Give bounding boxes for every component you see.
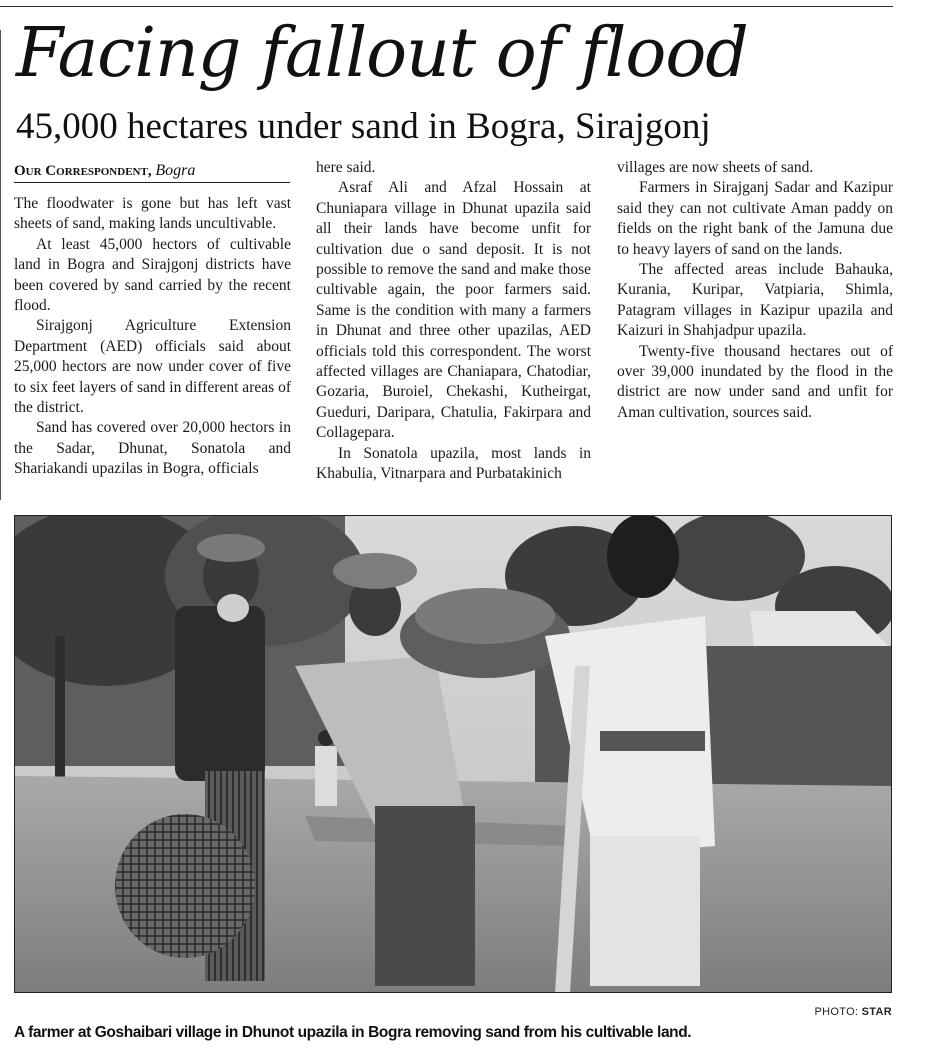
subheadline: 45,000 hectares under sand in Bogra, Sirajgonj xyxy=(16,106,711,147)
paragraph: here said. xyxy=(316,159,376,176)
photo-basket xyxy=(115,814,255,958)
headline: Facing fallout of flood xyxy=(16,14,748,93)
paragraph: Twenty-five thousand hectares out of over 39,000 inundated by the flood in the district are now under sand and unfit for Aman cultivation, sources said. xyxy=(617,342,893,421)
photo-caption: A farmer at Goshaibari village in Dhunot upazila in Bogra removing sand from his cultivable land. xyxy=(14,1024,692,1041)
article-column-3 xyxy=(617,158,893,423)
top-rule xyxy=(0,6,893,7)
paragraph: Farmers in Sirajganj Sadar and Kazipur said they can not cultivate Aman paddy on fields on the right bank of the Jamuna due to heavy layers of sand on the lands. xyxy=(617,179,893,258)
photo-man-left xyxy=(175,606,265,781)
paragraph: villages are now sheets of sand. xyxy=(617,159,814,176)
paragraph: In Sonatola upazila, most lands in Khabulia, Vitnarpara and Purbatakinich xyxy=(316,444,591,483)
photo-child xyxy=(315,746,337,806)
byline-location: Bogra xyxy=(155,162,196,179)
paragraph: At least 45,000 hectors of cultivable land in Bogra and Sirajgonj districts have been covered by sand carried by the recent flood. xyxy=(14,235,291,315)
paragraph: The affected areas include Bahauka, Kurania, Kuripar, Vatpiaria, Shimla, Patagram villages in Kazipur upazila and Kaizuri in Shahjadpur upazila. xyxy=(617,261,893,340)
paragraph: Asraf Ali and Afzal Hossain at Chuniapara village in Dhunat upazila said all their lands have become unfit for cultivation due o sand deposit. It is not possible to remove the sand and make those cultivable again, the poor farmers said. Same is the condition with many a farmers in Dhunat and three other upazilas, AED officials told this correspondent. The worst affected villages are Chaniapara, Chatodiar, Gozaria, Buroiel, Chekashi, Kutheirgat, Gueduri, Daripara, Chatulia, Fakirpara and Collagepara. xyxy=(316,179,591,442)
byline-author: Our Correspondent, xyxy=(14,163,152,179)
news-photo xyxy=(14,515,892,993)
photo-credit xyxy=(815,1006,892,1018)
paragraph: The floodwater is gone but has left vast sheets of sand, making lands uncultivable. xyxy=(14,195,291,233)
left-rule xyxy=(0,30,1,500)
byline xyxy=(14,161,290,183)
paragraph: Sirajgonj Agriculture Extension Department (AED) officials said about 25,000 hectors are now under cover of five to six feet layers of sand in different areas of the district. xyxy=(14,317,291,417)
photo-credit-source: STAR xyxy=(861,1006,892,1018)
article-column-1 xyxy=(14,194,291,480)
paragraph: Sand has covered over 20,000 hectors in the Sadar, Dhunat, Sonatola and Shariakandi upazilas in Bogra, officials xyxy=(14,419,291,478)
article-column-2 xyxy=(316,158,591,485)
photo-credit-label: PHOTO: xyxy=(814,1006,859,1018)
